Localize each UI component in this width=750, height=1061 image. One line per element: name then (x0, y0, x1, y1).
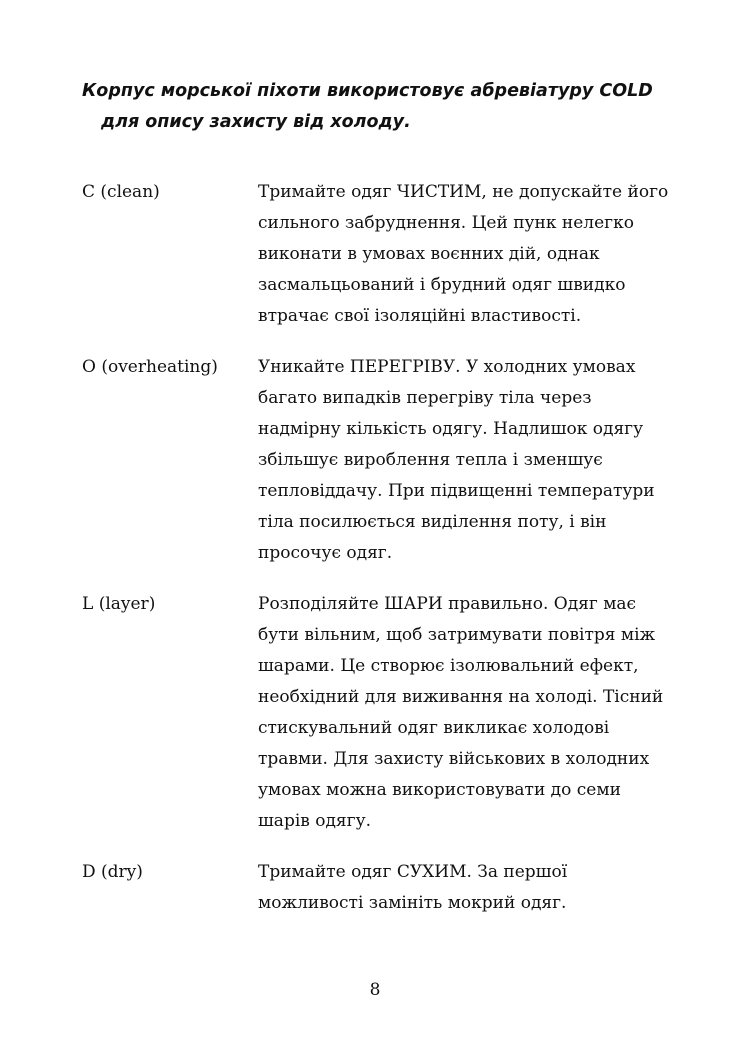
heading-line-2: для опису захисту від холоду. (101, 112, 411, 132)
entry-description (258, 589, 682, 837)
page-number: 8 (369, 980, 381, 1000)
description-line: тіла посилюється виділення поту, і він (258, 512, 607, 532)
heading-line-1: Корпус морської піхоти використовує абревіатуру COLD (82, 81, 653, 101)
description-line: необхідний для виживання на холоді. Тісний (258, 687, 664, 707)
description-line: бути вільним, щоб затримувати повітря між (258, 625, 656, 645)
description-line: травми. Для захисту військових в холодних (258, 749, 650, 769)
description-line: можливості замініть мокрий одяг. (258, 893, 567, 913)
entry-overheating (82, 352, 682, 569)
description-line: Тримайте одяг СУХИМ. За першої (258, 862, 568, 882)
description-line: шарів одягу. (258, 811, 371, 831)
entry-term: L (layer) (82, 594, 156, 614)
description-line: Розподіляйте ШАРИ правильно. Одяг має (258, 594, 637, 614)
description-line: збільшує вироблення тепла і зменшує (258, 450, 603, 470)
page-heading (82, 76, 682, 138)
description-line: тепловіддачу. При підвищенні температури (258, 481, 655, 501)
entry-description (258, 352, 682, 569)
description-line: багато випадків перегріву тіла через (258, 388, 592, 408)
description-line: просочує одяг. (258, 543, 393, 563)
entry-layer (82, 589, 682, 837)
description-line: втрачає свої ізоляційні властивості. (258, 306, 582, 326)
description-line: сильного забруднення. Цей пунк нелегко (258, 213, 634, 233)
entry-description (258, 857, 682, 919)
description-line: Тримайте одяг ЧИСТИМ, не допускайте його (258, 182, 669, 202)
description-line: шарами. Це створює ізолювальний ефект, (258, 656, 639, 676)
description-line: засмальцьований і брудний одяг швидко (258, 275, 626, 295)
entry-description (258, 177, 682, 332)
entry-term: C (clean) (82, 182, 160, 202)
entry-term: O (overheating) (82, 357, 218, 377)
description-line: умовах можна використовувати до семи (258, 780, 621, 800)
description-line: виконати в умовах воєнних дій, однак (258, 244, 600, 264)
entry-term: D (dry) (82, 862, 143, 882)
description-line: Уникайте ПЕРЕГРІВУ. У холодних умовах (258, 357, 636, 377)
entry-dry (82, 857, 682, 919)
description-line: стискувальний одяг викликає холодові (258, 718, 610, 738)
entry-clean (82, 177, 682, 332)
cold-definition-list (82, 177, 682, 939)
description-line: надмірну кількість одягу. Надлишок одягу (258, 419, 644, 439)
